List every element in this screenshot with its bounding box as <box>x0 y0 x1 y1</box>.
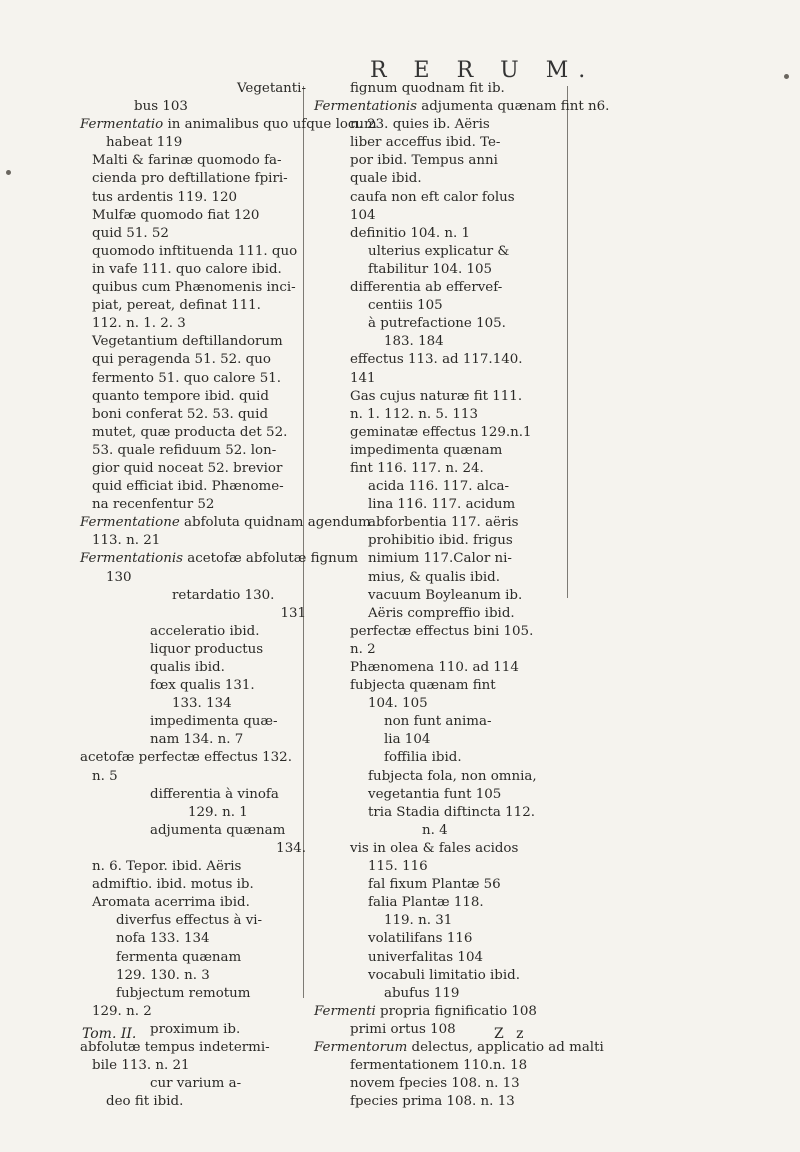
entry-text: ftabilitur 104. 105 <box>368 261 493 277</box>
entry-text: Aromata acerrima ibid. <box>92 895 250 911</box>
entry-text: fermentationem 110.n. 18 <box>350 1058 528 1074</box>
left-index-entry <box>80 659 310 677</box>
right-index-entry <box>314 496 569 514</box>
entry-text: tria Stadia diftincta 112. <box>368 804 535 820</box>
right-index-entry <box>314 116 569 134</box>
right-index-entry <box>314 514 569 532</box>
left-index-entry <box>80 912 310 930</box>
entry-text: 129. n. 1 <box>188 804 248 820</box>
right-index-entry <box>314 1075 569 1093</box>
entry-text: non funt anima- <box>384 714 492 730</box>
entry-text: 133. 134 <box>172 696 232 712</box>
left-index-entry <box>80 442 310 460</box>
left-index-entry <box>80 967 310 985</box>
entry-text: nofa 133. 134 <box>116 931 210 947</box>
right-index-entry <box>314 388 569 406</box>
right-index-entry <box>314 333 569 351</box>
entry-text: Mulfæ quomodo fiat 120 <box>92 207 260 223</box>
entry-text: foffilia ibid. <box>384 750 462 766</box>
entry-text: 119. n. 31 <box>384 913 453 929</box>
entry-text: vegetantia funt 105 <box>368 786 502 802</box>
left-index-entry <box>80 333 310 351</box>
right-index-entry <box>314 315 569 333</box>
entry-text: acceleratio ibid. <box>150 623 260 639</box>
entry-text: fermento 51. quo calore 51. <box>92 370 281 386</box>
right-index-entry <box>314 695 569 713</box>
entry-text: acetofæ abfolutæ fignum <box>183 551 359 567</box>
entry-text: na recenfentur 52 <box>92 497 215 513</box>
right-index-entry <box>314 207 569 225</box>
entry-text: qui peragenda 51. 52. quo <box>92 352 271 368</box>
entry-text: impedimenta quænam <box>350 442 503 458</box>
left-index-entry <box>80 243 310 261</box>
left-index-entry <box>80 894 310 912</box>
left-index-entry <box>80 623 310 641</box>
left-index-entry <box>80 496 310 514</box>
left-index-entry <box>80 460 310 478</box>
left-index-entry <box>80 207 310 225</box>
right-index-entry <box>314 985 569 1003</box>
entry-text: impedimenta quæ- <box>150 714 278 730</box>
right-index-entry <box>314 786 569 804</box>
entry-text: 112. n. 1. 2. 3 <box>92 316 186 332</box>
left-index-entry <box>80 1093 310 1111</box>
entry-text: fubjecta quænam fint <box>350 678 496 694</box>
entry-text: quid efficiat ibid. Phænome- <box>92 479 284 495</box>
entry-text: mius, & qualis ibid. <box>368 569 501 585</box>
left-index-entry <box>80 279 310 297</box>
left-index-entry <box>80 804 310 822</box>
entry-text: effectus 113. ad 117.140. <box>350 352 523 368</box>
left-index-entry <box>80 388 310 406</box>
right-index-entry <box>314 189 569 207</box>
entry-text: gior quid noceat 52. brevior <box>92 460 283 476</box>
right-index-entry <box>314 279 569 297</box>
entry-text: por ibid. Tempus anni <box>350 153 498 169</box>
entry-text: 131 <box>280 605 306 621</box>
entry-text: quale ibid. <box>350 171 422 187</box>
entry-text: propria fignificatio 108 <box>375 1003 537 1019</box>
entry-text: admiftio. ibid. motus ib. <box>92 877 254 893</box>
entry-text: deo fit ibid. <box>106 1094 184 1110</box>
entry-text: Malti & farinæ quomodo fa- <box>92 153 282 169</box>
entry-text: nam 134. n. 7 <box>150 732 244 748</box>
right-index-entry <box>314 912 569 930</box>
margin-dot <box>784 74 789 79</box>
entry-text: cur varium a- <box>150 1076 242 1092</box>
right-index-entry <box>314 98 610 116</box>
entry-text: boni conferat 52. 53. quid <box>92 406 269 422</box>
right-index-entry <box>314 406 569 424</box>
entry-text: qualis ibid. <box>150 660 225 675</box>
right-index-entry <box>314 749 569 767</box>
right-index-entry <box>314 532 569 550</box>
right-index-entry <box>314 1021 569 1039</box>
right-index-entry <box>314 949 569 967</box>
entry-text: 129. n. 2 <box>92 1003 152 1019</box>
right-index-entry <box>314 894 569 912</box>
right-index-entry <box>314 442 569 460</box>
entry-headword: Fermenti <box>314 1003 376 1019</box>
right-index-entry <box>314 822 569 840</box>
entry-text: lina 116. 117. acidum <box>368 497 516 513</box>
entry-text: centiis 105 <box>368 298 443 314</box>
right-index-entry <box>314 460 569 478</box>
right-index-entry <box>314 840 569 858</box>
left-index-entry <box>80 858 310 876</box>
entry-text: Phænomena 110. ad 114 <box>350 660 519 675</box>
entry-text: differentia à vinofa <box>150 786 279 802</box>
right-index-entry <box>314 152 569 170</box>
right-index-entry <box>314 804 569 822</box>
index-column-right <box>314 80 610 1111</box>
entry-text: in animalibus quo ufque locum <box>163 117 377 133</box>
entry-text: vocabuli limitatio ibid. <box>368 967 520 983</box>
entry-text: tus ardentis 119. 120 <box>92 189 238 205</box>
margin-dot <box>6 170 11 175</box>
right-index-entry <box>314 713 569 731</box>
entry-text: diverfus effectus à vi- <box>116 913 263 929</box>
right-index-entry <box>314 1093 569 1111</box>
left-index-entry <box>80 731 310 749</box>
signature-mark: Z z <box>494 1026 528 1042</box>
volume-label: Tom. II. <box>82 1026 137 1042</box>
entry-text: bus 103 <box>134 99 188 115</box>
entry-text: n. 4 <box>422 822 448 838</box>
left-index-entry <box>80 370 310 388</box>
right-index-entry <box>314 858 569 876</box>
left-index-entry <box>80 170 310 188</box>
left-index-entry <box>80 98 310 116</box>
entry-text: adjumenta quænam <box>150 822 286 838</box>
left-index-entry <box>80 532 310 550</box>
entry-text: acida 116. 117. alca- <box>368 479 509 495</box>
entry-text: 141 <box>350 370 376 386</box>
entry-text: 134. <box>276 840 306 856</box>
entry-text: adjumenta quænam fint n6. <box>417 99 610 115</box>
entry-text: fermenta quænam <box>116 949 242 965</box>
right-index-entry <box>314 623 569 641</box>
left-index-entry <box>80 930 310 948</box>
entry-text: Vegetanti- <box>236 81 306 96</box>
entry-text: falia Plantæ 118. <box>368 895 484 911</box>
left-index-entry <box>80 1057 310 1075</box>
entry-text: retardatio 130. <box>172 587 275 603</box>
left-index-entry <box>80 261 310 279</box>
left-index-entry <box>80 189 310 207</box>
entry-text: n. 6. Tepor. ibid. Aëris <box>92 859 242 875</box>
right-index-entry <box>314 587 569 605</box>
left-index-entry <box>80 152 310 170</box>
right-index-entry <box>314 478 569 496</box>
right-index-entry <box>314 605 569 623</box>
left-index-entry <box>80 1075 310 1093</box>
entry-text: novem fpecies 108. n. 13 <box>350 1076 520 1092</box>
entry-text: definitio 104. n. 1 <box>350 225 471 241</box>
right-index-entry <box>314 80 569 98</box>
left-index-entry <box>80 406 310 424</box>
left-index-entry <box>80 786 310 804</box>
entry-text: abforbentia 117. aëris <box>368 515 519 531</box>
right-index-entry <box>314 424 569 442</box>
entry-text: liber acceffus ibid. Te- <box>350 135 501 151</box>
right-index-entry <box>314 170 569 188</box>
right-index-entry <box>314 134 569 152</box>
left-index-entry <box>80 550 359 568</box>
entry-text: geminatæ effectus 129.n.1 <box>350 424 532 440</box>
entry-text: à putrefactione 105. <box>368 316 506 332</box>
left-index-entry <box>80 569 310 587</box>
entry-text: n. 5 <box>92 768 118 784</box>
entry-text: quid 51. 52 <box>92 225 169 241</box>
entry-text: delectus, applicatio ad malti <box>407 1039 604 1055</box>
entry-text: primi ortus 108 <box>350 1021 456 1037</box>
left-index-entry <box>80 822 310 840</box>
left-index-entry <box>80 695 310 713</box>
entry-text: differentia ab effervef- <box>350 280 503 296</box>
right-index-entry <box>314 569 569 587</box>
entry-text: 183. 184 <box>384 334 444 350</box>
right-index-entry <box>314 1039 604 1057</box>
left-index-entry <box>80 876 310 894</box>
entry-text: caufa non eft calor folus <box>350 189 515 205</box>
entry-text: vacuum Boyleanum ib. <box>368 587 523 603</box>
right-index-entry <box>314 768 569 786</box>
entry-headword: Fermentatione <box>80 515 180 531</box>
entry-text: proximum ib. <box>150 1021 241 1037</box>
entry-text: n. 2 <box>350 641 376 657</box>
left-index-entry <box>80 713 310 731</box>
right-index-entry <box>314 930 569 948</box>
left-index-entry <box>80 768 310 786</box>
entry-text: n. 23. quies ib. Aëris <box>350 117 490 133</box>
entry-text: fignum quodnam fit ib. <box>350 81 505 96</box>
entry-text: 115. 116 <box>368 859 428 875</box>
running-header: R E R U M. <box>370 58 596 83</box>
entry-text: piat, pereat, definat 111. <box>92 298 261 314</box>
left-index-entry <box>80 351 310 369</box>
entry-headword: Fermentatio <box>80 117 164 133</box>
entry-headword: Fermentorum <box>314 1039 408 1055</box>
right-index-entry <box>314 641 569 659</box>
right-index-entry <box>314 1057 569 1075</box>
entry-text: fœx qualis 131. <box>150 678 255 694</box>
entry-text: volatilifans 116 <box>368 931 473 947</box>
entry-text: perfectæ effectus bini 105. <box>350 623 534 639</box>
entry-text: fpecies prima 108. n. 13 <box>350 1094 515 1110</box>
entry-text: abfoluta quidnam agendum <box>179 515 371 531</box>
right-index-entry <box>314 370 569 388</box>
right-index-entry <box>314 243 569 261</box>
entry-text: abufus 119 <box>384 985 460 1001</box>
entry-text: quomodo inftituenda 111. quo <box>92 243 298 259</box>
entry-text: quibus cum Phænomenis inci- <box>92 280 296 296</box>
left-index-entry <box>80 424 310 442</box>
entry-text: acetofæ perfectæ effectus 132. <box>80 750 292 766</box>
left-index-entry <box>80 587 310 605</box>
right-index-entry <box>314 550 569 568</box>
left-index-entry <box>80 677 310 695</box>
entry-text: fubjectum remotum <box>116 985 251 1001</box>
entry-text: in vafe 111. quo calore ibid. <box>92 261 282 277</box>
left-index-entry <box>80 985 310 1003</box>
entry-headword: Fermentationis <box>80 551 183 567</box>
entry-text: 129. 130. n. 3 <box>116 967 210 983</box>
entry-text: 104. 105 <box>368 696 428 712</box>
entry-text: bile 113. n. 21 <box>92 1058 190 1074</box>
entry-text: quanto tempore ibid. quid <box>92 388 269 404</box>
entry-text: 104 <box>350 207 376 223</box>
left-index-entry <box>80 605 310 623</box>
entry-text: fal fixum Plantæ 56 <box>368 877 501 893</box>
left-index-entry <box>80 949 310 967</box>
entry-text: 113. n. 21 <box>92 533 161 549</box>
entry-text: prohibitio ibid. frigus <box>368 533 513 549</box>
entry-text: cienda pro deftillatione fpiri- <box>92 171 288 187</box>
left-index-entry <box>80 315 310 333</box>
entry-text: fint 116. 117. n. 24. <box>350 460 484 476</box>
left-index-entry <box>80 514 371 532</box>
left-index-entry <box>80 134 310 152</box>
left-index-entry <box>80 80 310 98</box>
entry-text: univerfalitas 104 <box>368 949 483 965</box>
right-index-entry <box>314 967 569 985</box>
entry-text: abfolutæ tempus indetermi- <box>80 1039 270 1055</box>
entry-text: mutet, quæ producta det 52. <box>92 424 288 440</box>
right-index-entry <box>314 261 569 279</box>
entry-text: Gas cujus naturæ fit 111. <box>350 388 523 404</box>
entry-text: vis in olea & fales acidos <box>350 840 519 856</box>
right-index-entry <box>314 297 569 315</box>
entry-headword: Fermentationis <box>314 99 417 115</box>
entry-text: liquor productus <box>150 641 264 657</box>
left-index-entry <box>80 749 310 767</box>
entry-text: n. 1. 112. n. 5. 113 <box>350 406 478 422</box>
right-index-entry <box>314 351 569 369</box>
entry-text: nimium 117.Calor ni- <box>368 551 512 567</box>
entry-text: Aëris compreffio ibid. <box>368 605 515 621</box>
entry-text: habeat 119 <box>106 135 183 151</box>
left-index-entry <box>80 478 310 496</box>
left-index-entry <box>80 840 310 858</box>
right-index-entry <box>314 1003 569 1021</box>
entry-text: ulterius explicatur & <box>368 243 510 259</box>
entry-text: Vegetantium deftillandorum <box>92 334 283 350</box>
entry-text: 130 <box>106 569 132 585</box>
entry-text: fubjecta fola, non omnia, <box>368 768 537 784</box>
left-index-entry <box>80 225 310 243</box>
entry-text: 53. quale refiduum 52. lon- <box>92 442 277 458</box>
right-index-entry <box>314 731 569 749</box>
left-index-entry <box>80 116 377 134</box>
right-index-entry <box>314 659 569 677</box>
entry-text: lia 104 <box>384 732 431 748</box>
left-index-entry <box>80 641 310 659</box>
right-index-entry <box>314 225 569 243</box>
right-index-entry <box>314 876 569 894</box>
right-index-entry <box>314 677 569 695</box>
left-index-entry <box>80 1003 310 1021</box>
left-index-entry <box>80 297 310 315</box>
